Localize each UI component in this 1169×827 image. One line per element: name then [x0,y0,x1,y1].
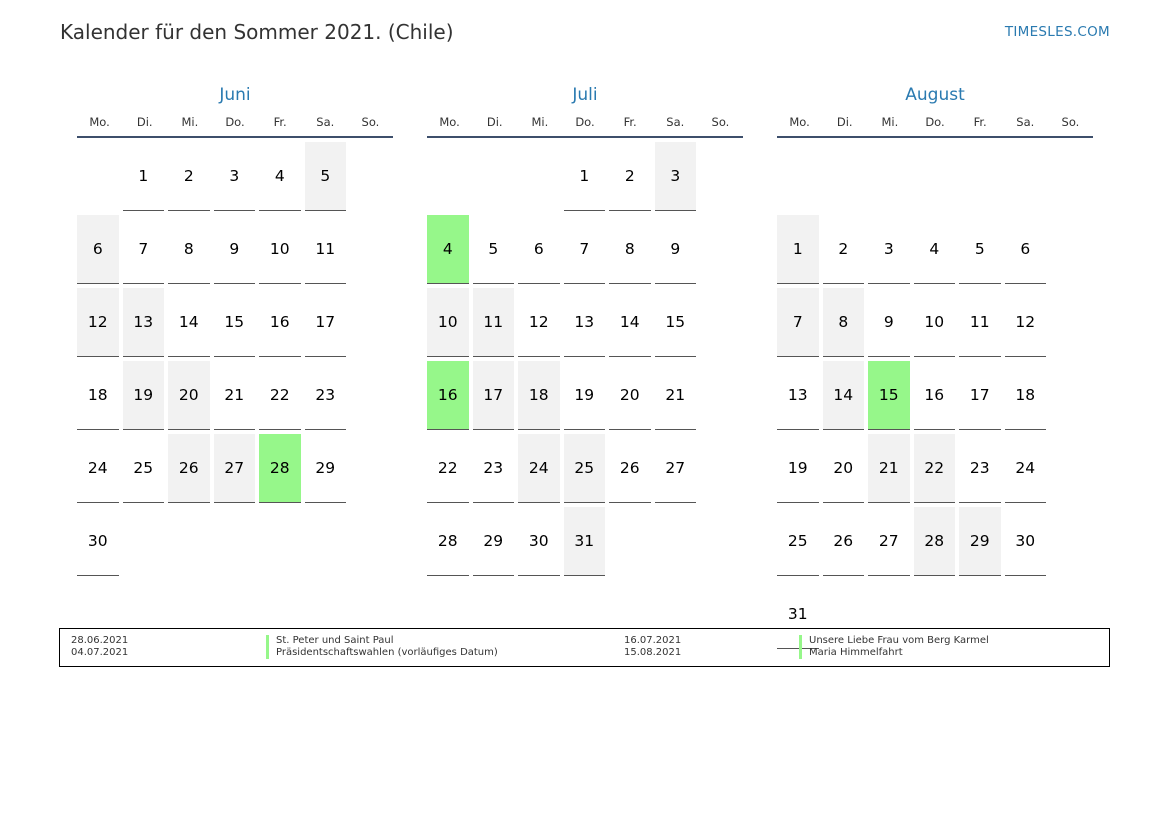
day-cell: 7 [564,211,610,284]
day-cell: 5 [473,211,519,284]
day-cell: 30 [77,503,123,576]
day-cell: 19 [123,357,169,430]
weekday-label: Fr. [623,115,637,129]
day-cell: 29 [959,503,1005,576]
day-cell: 25 [123,430,169,503]
weekday-label: Mo. [439,115,460,129]
day-cell: 2 [823,211,869,284]
empty-day-cell [77,138,123,211]
day-cell: 24 [518,430,564,503]
day-cell: 14 [609,284,655,357]
day-cell: 11 [305,211,351,284]
site-link[interactable]: TIMESLES.COM [1004,24,1110,40]
day-cell: 3 [868,211,914,284]
day-cell: 19 [777,430,823,503]
weekday-label: Fr. [973,115,987,129]
day-cell: 12 [518,284,564,357]
day-cell: 1 [777,211,823,284]
day-cell: 21 [655,357,701,430]
day-cell: 31 [564,503,610,576]
day-cell: 10 [259,211,305,284]
weekday-label: Do. [925,115,945,129]
legend-date: 15.08.2021 [624,647,682,658]
weekday-label: So. [711,115,730,129]
legend-date: 04.07.2021 [71,647,129,658]
day-cell: 17 [959,357,1005,430]
day-cell: 1 [564,138,610,211]
day-cell: 12 [1005,284,1051,357]
month-calendar-june [77,84,393,576]
day-cell: 15 [655,284,701,357]
day-cell: 9 [655,211,701,284]
day-cell: 6 [518,211,564,284]
day-cell: 24 [1005,430,1051,503]
day-cell: 14 [168,284,214,357]
day-cell: 26 [823,503,869,576]
empty-day-cell [823,138,869,211]
month-title: August [905,85,965,105]
legend-holiday-name: St. Peter und Saint Paul [266,635,394,647]
day-cell: 10 [427,284,473,357]
day-cell: 20 [823,430,869,503]
legend-holiday-name: Präsidentschaftswahlen (vorläufiges Datum) [266,647,498,659]
day-cell: 12 [77,284,123,357]
day-cell: 16 [914,357,960,430]
day-cell: 18 [1005,357,1051,430]
day-cell: 24 [77,430,123,503]
day-cell: 27 [655,430,701,503]
day-grid [777,138,1093,649]
day-cell: 19 [564,357,610,430]
weekday-label: Di. [486,115,503,129]
day-cell: 28 [427,503,473,576]
day-cell: 26 [168,430,214,503]
day-cell: 6 [1005,211,1051,284]
day-cell: 3 [655,138,701,211]
weekday-label: Sa. [1016,115,1035,129]
day-cell: 21 [868,430,914,503]
day-cell: 25 [777,503,823,576]
month-calendar-july [427,84,743,576]
day-cell: 13 [777,357,823,430]
holiday-legend [59,628,1110,667]
day-cell: 9 [868,284,914,357]
day-cell: 6 [77,211,123,284]
day-cell: 2 [609,138,655,211]
month-calendar-august [777,84,1093,649]
day-cell: 27 [214,430,260,503]
day-cell: 7 [777,284,823,357]
day-cell: 7 [123,211,169,284]
day-cell: 11 [473,284,519,357]
holiday-day-cell: 15 [868,357,914,430]
holiday-day-cell: 16 [427,357,473,430]
day-cell: 22 [427,430,473,503]
day-cell: 26 [609,430,655,503]
day-cell: 20 [168,357,214,430]
day-cell: 8 [823,284,869,357]
day-cell: 4 [259,138,305,211]
weekday-label: Mi. [881,115,899,129]
day-cell: 15 [214,284,260,357]
day-cell: 11 [959,284,1005,357]
day-cell: 2 [168,138,214,211]
weekday-label: So. [1061,115,1080,129]
day-cell: 5 [305,138,351,211]
weekday-label: Mi. [181,115,199,129]
weekday-header [77,114,393,138]
weekday-label: Do. [575,115,595,129]
day-cell: 14 [823,357,869,430]
holiday-day-cell: 28 [259,430,305,503]
day-cell: 27 [868,503,914,576]
empty-day-cell [959,138,1005,211]
day-cell: 3 [214,138,260,211]
day-cell: 17 [305,284,351,357]
day-cell: 10 [914,284,960,357]
weekday-header [427,114,743,138]
empty-day-cell [518,138,564,211]
day-cell: 28 [914,503,960,576]
day-grid [77,138,393,576]
month-title: Juni [219,85,251,105]
holiday-day-cell: 4 [427,211,473,284]
empty-day-cell [868,138,914,211]
day-cell: 1 [123,138,169,211]
day-cell: 22 [259,357,305,430]
day-cell: 17 [473,357,519,430]
weekday-label: Do. [225,115,245,129]
legend-date: 16.07.2021 [624,635,682,646]
day-cell: 29 [305,430,351,503]
legend-holiday-name: Unsere Liebe Frau vom Berg Karmel [799,635,989,647]
weekday-label: Fr. [273,115,287,129]
day-cell: 8 [168,211,214,284]
day-cell: 8 [609,211,655,284]
legend-holiday-name: Maria Himmelfahrt [799,647,903,659]
weekday-header [777,114,1093,138]
day-cell: 4 [914,211,960,284]
weekday-label: Mo. [89,115,110,129]
empty-day-cell [473,138,519,211]
day-cell: 31 [777,576,823,649]
day-cell: 23 [959,430,1005,503]
day-cell: 22 [914,430,960,503]
empty-day-cell [1005,138,1051,211]
weekday-label: Mo. [789,115,810,129]
legend-date: 28.06.2021 [71,635,129,646]
weekday-label: Sa. [666,115,685,129]
weekday-label: Di. [836,115,853,129]
empty-day-cell [777,138,823,211]
empty-day-cell [914,138,960,211]
weekday-label: Mi. [531,115,549,129]
day-cell: 9 [214,211,260,284]
day-cell: 20 [609,357,655,430]
day-cell: 13 [564,284,610,357]
day-cell: 16 [259,284,305,357]
weekday-label: Di. [136,115,153,129]
weekday-label: So. [361,115,380,129]
empty-day-cell [427,138,473,211]
day-cell: 21 [214,357,260,430]
day-cell: 23 [305,357,351,430]
day-cell: 30 [518,503,564,576]
month-title: Juli [572,85,598,105]
day-cell: 30 [1005,503,1051,576]
day-cell: 13 [123,284,169,357]
day-cell: 23 [473,430,519,503]
day-cell: 18 [77,357,123,430]
day-cell: 25 [564,430,610,503]
weekday-label: Sa. [316,115,335,129]
day-cell: 5 [959,211,1005,284]
page-title: Kalender für den Sommer 2021. (Chile) [60,20,454,44]
day-grid [427,138,743,576]
day-cell: 29 [473,503,519,576]
day-cell: 18 [518,357,564,430]
